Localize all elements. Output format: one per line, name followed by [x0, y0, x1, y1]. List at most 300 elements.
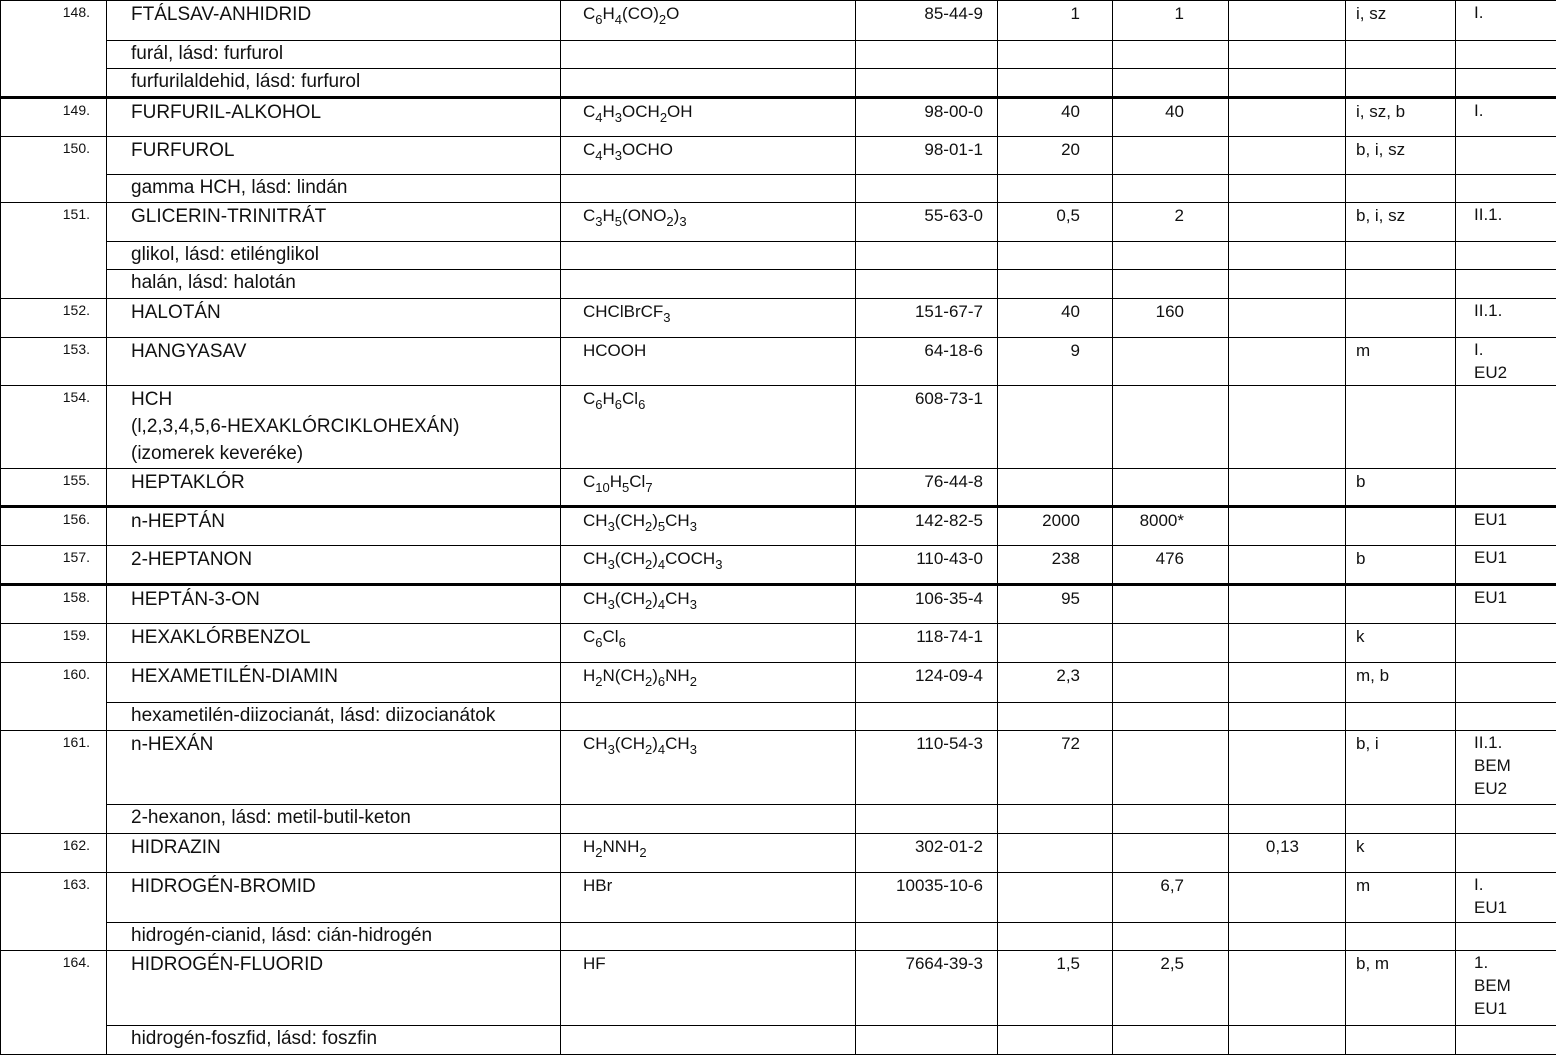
formula-subscript: 2 — [645, 557, 653, 573]
substance-name-line: HCH — [131, 389, 173, 411]
formula-subscript: 2 — [689, 673, 697, 689]
substance-name-line: n-HEXÁN — [131, 734, 214, 756]
empty-cell — [1346, 41, 1456, 69]
substance-name-line: FURFUROL — [131, 139, 235, 161]
classification-cell — [1456, 97, 1556, 136]
row-number: 152. — [1, 298, 107, 337]
empty-cell — [856, 242, 998, 270]
empty-cell — [856, 702, 998, 730]
formula-subscript: 3 — [607, 518, 615, 534]
empty-cell — [1113, 174, 1229, 202]
table-row — [1, 337, 1556, 385]
notes-cell: i, sz — [1346, 1, 1456, 41]
value-1-cell — [998, 624, 1113, 662]
substance-name-line: 2-HEPTANON — [131, 549, 253, 571]
notes-cell: k — [1346, 624, 1456, 662]
empty-cell — [998, 41, 1113, 69]
cross-reference-text: furfurilaldehid, lásd: furfurol — [107, 69, 561, 97]
substance-name — [107, 662, 561, 702]
empty-cell — [998, 702, 1113, 730]
value-3-cell — [1229, 203, 1346, 242]
empty-cell — [998, 242, 1113, 270]
chemical-formula: $H_2N(CH_2)_6NH_2$ — [561, 662, 856, 702]
classification-cell — [1456, 951, 1556, 1025]
classification-cell — [1456, 833, 1556, 872]
classification-cell — [1456, 468, 1556, 506]
cas-number-cell: 55-63-0 — [856, 203, 998, 242]
formula-subscript: 5 — [657, 518, 666, 534]
row-number: 162. — [1, 833, 107, 872]
value-3-cell — [1229, 1, 1346, 41]
notes-cell: b, m — [1346, 951, 1456, 1025]
value-1-cell: 2,3 — [998, 662, 1113, 702]
substance-name-line: n-HEPTÁN — [131, 510, 225, 532]
classification-cell — [1456, 872, 1556, 922]
classification-cell — [1456, 298, 1556, 337]
cas-number-cell: 110-43-0 — [856, 546, 998, 585]
chemical-formula: CHClBrCF$_3$ — [561, 298, 856, 337]
cas-number-cell: 118-74-1 — [856, 624, 998, 662]
notes-cell — [1346, 506, 1456, 545]
cross-reference-text: hidrogén-cianid, lásd: cián-hidrogén — [107, 923, 561, 951]
row-number: 153. — [1, 337, 107, 385]
empty-cell — [1456, 1025, 1556, 1054]
empty-cell — [1113, 702, 1229, 730]
formula-subscript: 3 — [689, 518, 697, 534]
formula-subscript: 6 — [618, 635, 626, 651]
formula-subscript: 3 — [689, 597, 697, 613]
value-2-cell: 8000* — [1113, 506, 1229, 545]
value-3-cell — [1229, 731, 1346, 805]
classification-cell — [1456, 624, 1556, 662]
row-number: 155. — [1, 468, 107, 506]
value-2-cell — [1113, 337, 1229, 385]
empty-cell — [1229, 923, 1346, 951]
notes-cell: m — [1346, 872, 1456, 922]
table-row — [1, 662, 1556, 702]
empty-cell — [1346, 270, 1456, 298]
value-2-cell: 6,7 — [1113, 872, 1229, 922]
formula-subscript: 3 — [607, 557, 615, 573]
notes-cell: i, sz, b — [1346, 97, 1456, 136]
table-row — [1, 506, 1556, 545]
value-2-cell — [1113, 468, 1229, 506]
empty-cell — [1113, 270, 1229, 298]
empty-cell — [1229, 270, 1346, 298]
empty-cell — [998, 805, 1113, 833]
cas-number-cell: 98-01-1 — [856, 136, 998, 174]
value-2-cell: 160 — [1113, 298, 1229, 337]
value-2-cell: 476 — [1113, 546, 1229, 585]
classification-line: I. — [1474, 339, 1484, 359]
empty-cell — [561, 1025, 856, 1054]
substance-name-line: HIDROGÉN-BROMID — [131, 875, 316, 897]
empty-cell — [561, 69, 856, 97]
notes-cell — [1346, 386, 1456, 468]
formula-subscript: 2 — [658, 12, 667, 27]
table-row — [1, 951, 1556, 1025]
value-2-cell: 1 — [1113, 1, 1229, 41]
empty-cell — [1229, 242, 1346, 270]
value-2-cell — [1113, 731, 1229, 805]
substance-name-line: FTÁLSAV-ANHIDRID — [131, 4, 312, 25]
formula-subscript: 2 — [645, 597, 653, 613]
value-2-cell: 2,5 — [1113, 951, 1229, 1025]
classification-cell — [1456, 136, 1556, 174]
empty-cell — [1456, 69, 1556, 97]
substance-name — [107, 136, 561, 174]
value-1-cell — [998, 386, 1113, 468]
formula-subscript: 6 — [638, 397, 646, 413]
formula-subscript: 4 — [595, 147, 603, 163]
substance-name-line: HALOTÁN — [131, 301, 221, 323]
formula-subscript: 2 — [645, 742, 653, 758]
substance-name-line: (l,2,3,4,5,6-HEXAKLÓRCIKLOHEXÁN) — [131, 416, 460, 438]
empty-cell — [1346, 805, 1456, 833]
cas-number-cell: 106-35-4 — [856, 585, 998, 624]
cross-reference-text: hexametilén-diizocianát, lásd: diizocianátok — [107, 702, 561, 730]
empty-cell — [856, 805, 998, 833]
table-row — [1, 386, 1556, 468]
reference-row — [1, 41, 1556, 69]
notes-cell: b, i, sz — [1346, 136, 1456, 174]
empty-cell — [561, 41, 856, 69]
classification-cell — [1456, 662, 1556, 702]
formula-subscript: 3 — [607, 597, 615, 613]
substance-name — [107, 203, 561, 242]
reference-row — [1, 702, 1556, 730]
classification-line: II.1. — [1474, 205, 1503, 225]
classification-cell — [1456, 585, 1556, 624]
formula-subscript: 5 — [622, 479, 630, 495]
formula-subscript: 4 — [614, 12, 623, 27]
classification-line: BEM — [1474, 976, 1511, 996]
formula-subscript: 2 — [645, 673, 653, 689]
chemical-formula: $C_4H_3OCH_2OH$ — [561, 97, 856, 136]
classification-cell — [1456, 386, 1556, 468]
empty-cell — [1229, 805, 1346, 833]
empty-cell — [1456, 242, 1556, 270]
formula-subscript: 2 — [659, 109, 668, 125]
empty-cell — [1456, 702, 1556, 730]
empty-cell — [1346, 702, 1456, 730]
formula-subscript: 4 — [657, 557, 666, 573]
empty-cell — [856, 1025, 998, 1054]
reference-row — [1, 923, 1556, 951]
substance-name — [107, 951, 561, 1025]
value-1-cell: 9 — [998, 337, 1113, 385]
row-number: 156. — [1, 506, 107, 545]
cas-number-cell: 10035-10-6 — [856, 872, 998, 922]
classification-cell — [1456, 203, 1556, 242]
substance-name — [107, 468, 561, 506]
chemical-formula: $C_6Cl_6$ — [561, 624, 856, 662]
empty-cell — [1456, 41, 1556, 69]
value-2-cell: 2 — [1113, 203, 1229, 242]
classification-cell — [1456, 337, 1556, 385]
substance-name — [107, 1, 561, 41]
value-1-cell: 1 — [998, 1, 1113, 41]
classification-line: EU1 — [1474, 509, 1508, 529]
empty-cell — [1456, 270, 1556, 298]
empty-cell — [1229, 69, 1346, 97]
formula-subscript: 4 — [657, 597, 666, 613]
value-1-cell: 20 — [998, 136, 1113, 174]
value-3-cell — [1229, 624, 1346, 662]
formula-subscript: 3 — [607, 742, 615, 758]
substance-name — [107, 337, 561, 385]
notes-cell — [1346, 298, 1456, 337]
chemical-formula: $H_2NNH_2$ — [561, 833, 856, 872]
row-number: 154. — [1, 386, 107, 468]
value-2-cell — [1113, 833, 1229, 872]
notes-cell: b, i, sz — [1346, 203, 1456, 242]
row-number: 164. — [1, 951, 107, 1055]
table-row — [1, 1, 1556, 41]
notes-cell: m — [1346, 337, 1456, 385]
empty-cell — [998, 1025, 1113, 1054]
value-3-cell — [1229, 506, 1346, 545]
chemical-formula: HF — [561, 951, 856, 1025]
empty-cell — [1346, 69, 1456, 97]
value-1-cell — [998, 468, 1113, 506]
formula-subscript: 3 — [663, 309, 671, 325]
cas-number-cell: 302-01-2 — [856, 833, 998, 872]
chemical-formula: $CH_3(CH_2)_4CH_3$ — [561, 585, 856, 624]
empty-cell — [1229, 174, 1346, 202]
substance-name-line: HEXAKLÓRBENZOL — [131, 627, 311, 649]
chemical-formula: $CH_3(CH_2)_5CH_3$ — [561, 506, 856, 545]
table-row — [1, 546, 1556, 585]
value-3-cell — [1229, 136, 1346, 174]
empty-cell — [1113, 1025, 1229, 1054]
notes-cell: m, b — [1346, 662, 1456, 702]
formula-subscript: 2 — [595, 844, 603, 860]
formula-subscript: 6 — [595, 635, 603, 651]
substance-name-line: FURFURIL-ALKOHOL — [131, 101, 322, 123]
substance-name — [107, 386, 561, 468]
table-row — [1, 203, 1556, 242]
row-number: 159. — [1, 624, 107, 662]
cas-number-cell: 608-73-1 — [856, 386, 998, 468]
substance-name-line: HEPTAKLÓR — [131, 471, 245, 493]
cross-reference-text: halán, lásd: halotán — [107, 270, 561, 298]
substance-name — [107, 97, 561, 136]
empty-cell — [998, 69, 1113, 97]
value-1-cell: 2000 — [998, 506, 1113, 545]
table-row — [1, 468, 1556, 506]
classification-line: EU1 — [1474, 588, 1508, 608]
row-number: 163. — [1, 872, 107, 950]
formula-subscript: 3 — [679, 214, 687, 230]
chemical-formula: $CH_3(CH_2)_4CH_3$ — [561, 731, 856, 805]
chemical-formula: HCOOH — [561, 337, 856, 385]
formula-subscript: 3 — [689, 742, 697, 758]
classification-line: I. — [1474, 3, 1484, 22]
cas-number-cell: 7664-39-3 — [856, 951, 998, 1025]
value-3-cell — [1229, 872, 1346, 922]
classification-line: II.1. — [1474, 733, 1503, 753]
classification-line: EU2 — [1474, 779, 1508, 799]
substance-name — [107, 833, 561, 872]
empty-cell — [561, 805, 856, 833]
value-2-cell — [1113, 624, 1229, 662]
reference-row — [1, 69, 1556, 97]
formula-subscript: 3 — [614, 147, 623, 163]
table-row — [1, 624, 1556, 662]
cross-reference-text: hidrogén-foszfid, lásd: foszfin — [107, 1025, 561, 1054]
empty-cell — [1346, 1025, 1456, 1054]
table-row — [1, 136, 1556, 174]
formula-subscript: 2 — [639, 844, 647, 860]
notes-cell — [1346, 585, 1456, 624]
value-3-cell — [1229, 662, 1346, 702]
value-2-cell — [1113, 386, 1229, 468]
classification-cell — [1456, 1, 1556, 41]
reference-row — [1, 174, 1556, 202]
formula-subscript: 10 — [595, 479, 610, 495]
formula-subscript: 3 — [715, 557, 723, 573]
table-row — [1, 731, 1556, 805]
value-1-cell: 40 — [998, 298, 1113, 337]
empty-cell — [1113, 923, 1229, 951]
empty-cell — [998, 174, 1113, 202]
row-number: 157. — [1, 546, 107, 585]
cross-reference-text: gamma HCH, lásd: lindán — [107, 174, 561, 202]
empty-cell — [1229, 702, 1346, 730]
formula-subscript: 4 — [657, 742, 666, 758]
classification-line: EU1 — [1474, 548, 1508, 568]
formula-subscript: 6 — [614, 397, 623, 413]
value-3-cell: 0,13 — [1229, 833, 1346, 872]
value-3-cell — [1229, 386, 1346, 468]
table-row — [1, 833, 1556, 872]
table-body — [1, 1, 1556, 1055]
substance-name-line: (izomerek keveréke) — [131, 443, 304, 465]
formula-subscript: 6 — [657, 673, 666, 689]
classification-line: EU2 — [1474, 362, 1508, 382]
classification-cell — [1456, 506, 1556, 545]
value-2-cell — [1113, 662, 1229, 702]
cas-number-cell: 142-82-5 — [856, 506, 998, 545]
reference-row — [1, 270, 1556, 298]
row-number: 161. — [1, 731, 107, 834]
reference-row — [1, 805, 1556, 833]
substance-name — [107, 585, 561, 624]
substance-name-line: HIDROGÉN-FLUORID — [131, 954, 324, 976]
notes-cell: b — [1346, 468, 1456, 506]
cross-reference-text: furál, lásd: furfurol — [107, 41, 561, 69]
classification-line: I. — [1474, 100, 1484, 120]
cas-number-cell: 110-54-3 — [856, 731, 998, 805]
classification-line: II.1. — [1474, 300, 1503, 320]
value-1-cell — [998, 833, 1113, 872]
row-number: 158. — [1, 585, 107, 624]
table-row — [1, 585, 1556, 624]
value-3-cell — [1229, 97, 1346, 136]
formula-subscript: 4 — [595, 109, 603, 125]
reference-row — [1, 242, 1556, 270]
classification-cell — [1456, 546, 1556, 585]
substance-name — [107, 731, 561, 805]
value-3-cell — [1229, 546, 1346, 585]
row-number: 151. — [1, 203, 107, 299]
cas-number-cell: 98-00-0 — [856, 97, 998, 136]
value-3-cell — [1229, 468, 1346, 506]
value-2-cell — [1113, 585, 1229, 624]
cas-number-cell: 64-18-6 — [856, 337, 998, 385]
substance-name-line: HEXAMETILÉN-DIAMIN — [131, 665, 338, 687]
formula-subscript: 2 — [645, 518, 653, 534]
formula-subscript: 2 — [666, 214, 674, 230]
empty-cell — [1113, 41, 1229, 69]
empty-cell — [561, 702, 856, 730]
notes-cell: b — [1346, 546, 1456, 585]
empty-cell — [1456, 805, 1556, 833]
empty-cell — [1113, 69, 1229, 97]
value-1-cell — [998, 872, 1113, 922]
substance-name — [107, 546, 561, 585]
empty-cell — [998, 923, 1113, 951]
value-2-cell: 40 — [1113, 97, 1229, 136]
chemical-formula: $C_3H_5(ONO_2)_3$ — [561, 203, 856, 242]
empty-cell — [561, 923, 856, 951]
value-3-cell — [1229, 951, 1346, 1025]
empty-cell — [1346, 242, 1456, 270]
notes-cell: k — [1346, 833, 1456, 872]
formula-subscript: 2 — [595, 673, 603, 689]
chemical-formula: $C_{10}H_5Cl_7$ — [561, 468, 856, 506]
substance-name — [107, 298, 561, 337]
cas-number-cell: 151-67-7 — [856, 298, 998, 337]
empty-cell — [561, 270, 856, 298]
formula-subscript: 5 — [614, 214, 623, 230]
empty-cell — [1113, 242, 1229, 270]
empty-cell — [1229, 1025, 1346, 1054]
cross-reference-text: 2-hexanon, lásd: metil-butil-keton — [107, 805, 561, 833]
substance-name-line: HANGYASAV — [131, 340, 247, 362]
row-number: 149. — [1, 97, 107, 136]
reference-row — [1, 1025, 1556, 1054]
table-row — [1, 97, 1556, 136]
empty-cell — [1113, 805, 1229, 833]
cas-number-cell: 124-09-4 — [856, 662, 998, 702]
empty-cell — [998, 270, 1113, 298]
classification-line: EU1 — [1474, 897, 1508, 917]
row-number: 148. — [1, 1, 107, 98]
classification-line: BEM — [1474, 756, 1511, 776]
substance-name — [107, 872, 561, 922]
formula-subscript: 3 — [595, 214, 603, 230]
chemical-formula: $C_6H_4(CO)_2O$ — [561, 1, 856, 41]
value-3-cell — [1229, 298, 1346, 337]
row-number: 150. — [1, 136, 107, 202]
cas-number-cell: 85-44-9 — [856, 1, 998, 41]
empty-cell — [1229, 41, 1346, 69]
chemical-formula: $C_4H_3OCHO$ — [561, 136, 856, 174]
empty-cell — [856, 41, 998, 69]
chemical-formula: HBr — [561, 872, 856, 922]
value-1-cell: 95 — [998, 585, 1113, 624]
formula-subscript: 6 — [595, 397, 603, 413]
classification-cell — [1456, 731, 1556, 805]
cross-reference-text: glikol, lásd: etilénglikol — [107, 242, 561, 270]
formula-subscript: 6 — [595, 12, 603, 27]
empty-cell — [561, 174, 856, 202]
classification-line: EU1 — [1474, 999, 1508, 1019]
empty-cell — [1346, 174, 1456, 202]
classification-line: 1. — [1474, 953, 1489, 973]
